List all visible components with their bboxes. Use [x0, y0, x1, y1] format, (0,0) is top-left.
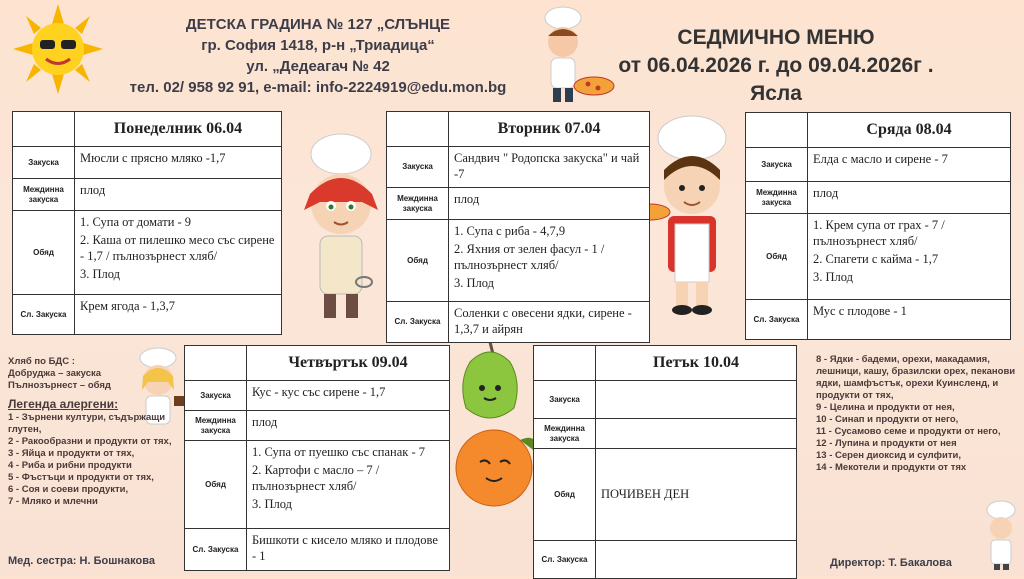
legend-item: 8 - Ядки - бадеми, орехи, макадамия, лешници, кашу, бразилски орех, пеканови ядки, шамфъстък, орехи Куинсленд, и продукти от тях,	[816, 354, 1016, 401]
day-title: Петък 10.04	[596, 346, 797, 381]
menu-title-dates: от 06.04.2026 г. до 09.04.2026г .	[618, 54, 934, 77]
legend-item: 13 - Серен диоксид и сулфити,	[816, 450, 961, 461]
label-snack: Междинна закуска	[185, 411, 247, 441]
bread-note: Добруджа – закуска	[8, 368, 102, 379]
menu-line: Елда с масло и сирене - 7	[813, 152, 948, 166]
sun-icon	[8, 4, 108, 94]
label-lunch: Обяд	[185, 441, 247, 529]
menu-line: 3. Плод	[454, 276, 495, 290]
day-table-wednesday	[745, 112, 1011, 340]
legend-item: 12 - Лупина и продукти от нея	[816, 438, 957, 449]
menu-line: 2. Каша от пилешко месо със сирене - 1,7 / пълнозърнест хляб/	[80, 233, 275, 263]
menu-line: 3. Плод	[813, 270, 854, 284]
lunch-cell	[75, 211, 282, 295]
chef-girl-icon	[292, 132, 390, 327]
legend-item: 3 - Яйца и продукти от тях,	[8, 448, 135, 459]
menu-line: Крем ягода - 1,3,7	[80, 299, 175, 313]
legend-item: 11 - Сусамово семе и продукти от него,	[816, 426, 1001, 437]
legend-item: 1 - Зърнени култури, съдържащи глутен,	[8, 412, 166, 435]
menu-line: Мус с плодове - 1	[813, 304, 907, 318]
label-lunch: Обяд	[746, 214, 808, 300]
school-header	[108, 14, 528, 98]
label-snack: Междинна закуска	[13, 179, 75, 211]
menu-line: 2. Картофи с масло – 7 /пълнозърнест хляб/	[252, 463, 380, 493]
menu-line: 1. Супа от домати - 9	[80, 215, 192, 229]
menu-line: 2. Спагети с кайма - 1,7	[813, 252, 939, 266]
menu-line: ПОЧИВЕН ДЕН	[601, 486, 690, 501]
label-snack: Междинна закуска	[746, 182, 808, 214]
legend-item: 6 - Соя и соеви продукти,	[8, 484, 129, 495]
menu-line: 1. Крем супа от грах - 7 / пълнозърнест хляб/	[813, 218, 945, 248]
menu-line: Соленки с овесени ядки, сирене - 1,3,7 и айрян	[454, 306, 632, 336]
legend-item: 14 - Мекотели и продукти от тях	[816, 462, 967, 473]
menu-line: 1. Супа от пуешко със спанак - 7	[252, 445, 426, 459]
label-breakfast: Закуска	[746, 148, 808, 182]
breakfast-cell	[75, 147, 282, 179]
label-afternoon: Сл. Закуска	[534, 541, 596, 579]
afternoon-cell	[75, 295, 282, 335]
label-lunch: Обяд	[13, 211, 75, 295]
label-breakfast: Закуска	[185, 381, 247, 411]
chef-small-icon	[980, 500, 1022, 572]
menu-line: плод	[80, 183, 106, 197]
menu-line: плод	[454, 192, 480, 206]
label-breakfast: Закуска	[13, 147, 75, 179]
school-name: ДЕТСКА ГРАДИНА № 127 „СЛЪНЦЕ	[185, 16, 451, 33]
school-contact: тел. 02/ 958 92 91, e-mail: info-2224919@edu.mon.bg	[129, 79, 507, 96]
snack-cell	[247, 411, 450, 441]
breakfast-cell	[596, 381, 797, 419]
school-street: ул. „Дедеагач № 42	[246, 58, 390, 75]
breakfast-cell	[449, 147, 650, 188]
afternoon-cell	[449, 302, 650, 343]
legend-item: 9 - Целина и продукти от нея,	[816, 402, 955, 413]
menu-line: 3. Плод	[80, 267, 121, 281]
nurse-signature: Мед. сестра: Н. Бошнакова	[8, 555, 155, 567]
legend-right	[816, 354, 1020, 474]
menu-line: 3. Плод	[252, 497, 293, 511]
legend-item: 7 - Мляко и млечни	[8, 496, 98, 507]
breakfast-cell	[808, 148, 1011, 182]
director-signature: Директор: Т. Бакалова	[830, 557, 952, 569]
snack-cell	[449, 188, 650, 220]
school-city: гр. София 1418, р-н „Триадица“	[201, 37, 435, 54]
lunch-cell	[449, 220, 650, 302]
menu-line: 1. Супа с риба - 4,7,9	[454, 224, 566, 238]
label-breakfast: Закуска	[387, 147, 449, 188]
fruit-pear-orange-icon	[440, 332, 548, 522]
snack-cell	[596, 419, 797, 449]
legend-item: 2 - Ракообразни и продукти от тях,	[8, 436, 172, 447]
day-title: Четвъртък 09.04	[247, 346, 450, 381]
day-table-monday	[12, 111, 282, 335]
label-lunch: Обяд	[534, 449, 596, 541]
bread-note: Хляб по БДС :	[8, 356, 75, 367]
menu-line: плод	[252, 415, 278, 429]
legend-title: Легенда алергени:	[8, 397, 119, 411]
menu-title-group: Ясла	[750, 82, 802, 105]
label-lunch: Обяд	[387, 220, 449, 302]
label-snack: Междинна закуска	[534, 419, 596, 449]
menu-line: Сандвич " Родопска закуска" и чай -7	[454, 151, 640, 181]
legend-left	[8, 356, 178, 508]
menu-line: Мюсли с прясно мляко -1,7	[80, 151, 226, 165]
snack-cell	[75, 179, 282, 211]
day-title: Сряда 08.04	[808, 113, 1011, 148]
afternoon-cell	[596, 541, 797, 579]
bread-note: Пълнозърнест – обяд	[8, 380, 111, 391]
menu-title	[600, 24, 952, 108]
lunch-cell	[596, 449, 797, 541]
label-afternoon: Сл. Закуска	[13, 295, 75, 335]
legend-item: 4 - Риба и рибни продукти	[8, 460, 132, 471]
day-table-thursday	[184, 345, 450, 571]
menu-title-main: СЕДМИЧНО МЕНЮ	[677, 26, 875, 49]
day-title: Вторник 07.04	[449, 112, 650, 147]
menu-line: 2. Яхния от зелен фасул - 1 /пълнозърнест хляб/	[454, 242, 605, 272]
label-snack: Междинна закуска	[387, 188, 449, 220]
day-table-friday	[533, 345, 797, 579]
day-title: Понеделник 06.04	[75, 112, 282, 147]
breakfast-cell	[247, 381, 450, 411]
snack-cell	[808, 182, 1011, 214]
menu-line: плод	[813, 186, 839, 200]
label-breakfast: Закуска	[534, 381, 596, 419]
legend-item: 5 - Фъстъци и продукти от тях,	[8, 472, 154, 483]
lunch-cell	[808, 214, 1011, 300]
menu-line: Кус - кус със сирене - 1,7	[252, 385, 386, 399]
afternoon-cell	[808, 300, 1011, 340]
menu-line: Бишкоти с кисело мляко и плодове - 1	[252, 533, 438, 563]
label-afternoon: Сл. Закуска	[387, 302, 449, 343]
day-table-tuesday	[386, 111, 650, 343]
lunch-cell	[247, 441, 450, 529]
label-afternoon: Сл. Закуска	[185, 529, 247, 571]
afternoon-cell	[247, 529, 450, 571]
legend-item: 10 - Синап и продукти от него,	[816, 414, 959, 425]
label-afternoon: Сл. Закуска	[746, 300, 808, 340]
